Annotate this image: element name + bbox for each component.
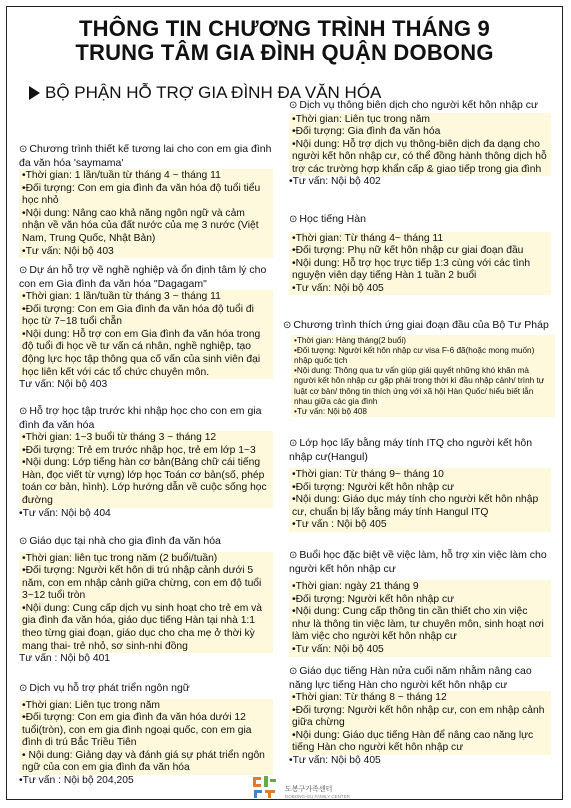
circle-bullet-icon: ⊙ (283, 320, 292, 331)
program-ministry-justice-adaptation: ⊙ Chương trình thích ứng giai đoạn đầu của Bộ Tư Pháp •Thời gian: Hàng tháng(2 buổi) •Đối tượng: Người kết hôn nhập cư visa F-6 đã(hoặc mong muốn) nhập quốc tịch •Nội dung: Thông qua tư vấn giúp giải quyết những khó khăn mà người kết hôn nhập cư gặp phải trong thời kì đầu nhập cảnh/ trình tự luật cơ bản/ thông tin thích ứng với xã hội Hàn Quốc/ hiểu biết lẫn nhau giữa các gia đình •Tư vấn: Nội bộ 408 (283, 319, 555, 417)
program-details-box: •Thời gian: Từ tháng 9~ tháng 10 •Đối tượng: Người kết hôn nhập cư •Nội dung: Giáo dục máy tính cho người kết hôn nhập cư, chuẩn bị lấy bằng máy tính Hangul ITQ •Tư vấn : Nội bộ 405 (289, 468, 551, 532)
circle-bullet-icon: ⊙ (289, 214, 298, 225)
consult-info: •Tư vấn: Nội bộ 405 (289, 754, 381, 766)
circle-bullet-icon: ⊙ (19, 683, 28, 694)
program-home-education: ⊙ Giáo dục tại nhà cho gia đình đa văn hóa •Thời gian: liên tục trong năm (2 buổi/tuần) •Đối tượng: Người kết hôn di trú nhập cảnh dưới 5 năm, con em nhập cảnh giữa chừng, con em độ tuổi 3~12 tuổi tròn •Nội dung: Cung cấp dịch vụ sinh hoạt cho trẻ em và gia đình đa văn hóa, giáo dục tiếng Hàn tại nhà 1:1 theo từng giai đoạn, giáo dục cho cha mẹ ở thời kỳ mang thai- trẻ nhỏ, sơ sinh-nhi đồng Tư vấn : Nội bộ 401 (19, 535, 273, 666)
program-interpretation: ⊙ Dịch vụ thông biên dịch cho người kết hôn nhập cư •Thời gian: Liên tục trong năm •Đối tượng: Gia đình đa văn hóa •Nội dung: Hỗ trợ dịch vụ thông-biên dịch đa dạng cho người kết hôn nhập cư, có thể đồng hành thông dịch hỗ trợ các trường hợp khẩn cấp & giao tiếp trong gia đình •Tư vấn: Nội bộ 402 (289, 99, 551, 189)
circle-bullet-icon: ⊙ (289, 550, 298, 561)
program-details-box: •Thời gian: Hàng tháng(2 buổi) •Đối tượng: Người kết hôn nhập cư visa F-6 đã(hoặc mong muốn) nhập quốc tịch •Nội dung: Thông qua tư vấn giúp giải quyết những khó khăn mà người kết hôn nhập cư gặp phải trong thời kì đầu nhập cảnh/ trình tự luật cơ bản/ thông tin thích ứng với xã hội Hàn Quốc/ hiểu biết lẫn nhau giữa các gia đình •Tư vấn: Nội bộ 408 (291, 335, 555, 418)
circle-bullet-icon: ⊙ (289, 438, 298, 449)
program-details-box: •Thời gian: Liên tục trong năm •Đối tượng: Con em gia đình đa văn hóa dưới 12 tuổi(tròn), con em gia đình ngoại quốc, con em gia đình di trú Bắc Triều Tiên • Nội dung: Giảng dạy và đánh giá sự phát triển ngôn ngữ của con em gia đình đa văn hóa (19, 699, 273, 776)
program-dagagam: ⊙ Dự án hỗ trợ về nghề nghiệp và ổn định tâm lý cho con em Gia đình đa văn hóa "Dagagam" •Thời gian: 1 lần/tuần từ tháng 3 ~ tháng 11 •Đối tượng: Con em Gia đình đa văn hóa độ tuổi đi học từ 7~18 tuổi chẵn •Nội dung: Hỗ trợ con em Gia đình đa văn hóa trong độ tuổi đi học về tư vấn cá nhân, nghề nghiệp, tạo động lực học tập thông qua cố vấn của sinh viên đại học liên kết với các tổ chức chuyên môn. Tư vấn: Nội bộ 403 (19, 264, 273, 392)
circle-bullet-icon: ⊙ (19, 536, 28, 547)
program-employment-support: ⊙ Buổi học đặc biệt về việc làm, hỗ trợ xin việc làm cho người kết hôn nhập cư •Thời gian: ngày 21 tháng 9 •Đối tượng: Người kết hôn nhập cư •Nội dung: Cung cấp thông tin cần thiết cho xin việc như là thông tin việc làm, tư chuyên môn, sinh hoạt nơi làm việc cho người kết hôn nhập cư •Tư vấn: Nội bộ 405 (289, 549, 551, 657)
circle-bullet-icon: ⊙ (19, 406, 28, 417)
circle-bullet-icon: ⊙ (289, 666, 298, 677)
consult-info: •Tư vấn : Nội bộ 204,205 (19, 775, 134, 787)
program-details-box: •Thời gian: Từ tháng 4~ tháng 11 •Đối tượng: Phụ nữ kết hôn nhập cư giai đoạn đầu •Nội dung: Hỗ trợ học trực tiếp 1:3 cùng với các tình nguyện viên dạy tiếng Hàn 1 tuần 2 buổi •Tư vấn: Nội bộ 405 (289, 232, 551, 296)
program-details-box: •Thời gian: liên tục trong năm (2 buổi/tuần) •Đối tượng: Người kết hôn di trú nhập cảnh dưới 5 năm, con em nhập cảnh giữa chừng, con em độ tuổi 3~12 tuổi tròn •Nội dung: Cung cấp dịch vụ sinh hoạt cho trẻ em và gia đình đa văn hóa, giáo dục tiếng Hàn tại nhà 1:1 theo từng giai đoạn, giáo dục cho cha mẹ ở thời kỳ mang thai- trẻ nhỏ, sơ sinh-nhi đồng (19, 552, 273, 654)
program-korean-class: ⊙ Học tiếng Hàn •Thời gian: Từ tháng 4~ tháng 11 •Đối tượng: Phụ nữ kết hôn nhập cư giai đoạn đầu •Nội dung: Hỗ trợ học trực tiếp 1:3 cùng với các tình nguyện viên dạy tiếng Hàn 1 tuần 2 buổi •Tư vấn: Nội bộ 405 (289, 213, 551, 295)
logo-subtext: DOBONG-GU FAMILY CENTER (285, 794, 350, 799)
consult-info: Tư vấn : Nội bộ 401 (19, 653, 111, 665)
consult-info: Tư vấn: Nội bộ 403 (19, 379, 108, 391)
program-details-box: •Thời gian: 1~3 buổi từ tháng 3 ~ tháng 12 •Đối tượng: Trẻ em trước nhập học, trẻ em lớp 1~3 •Nội dung: Lớp tiếng hàn cơ bản(Bảng chữ cái tiếng Hàn, đọc viết từ vựng) lớp học Toán cơ bản(số, phép toán cơ bản, hình). Lớp hướng dẫn về cuộc sống học đường (19, 431, 273, 508)
program-details-box: •Thời gian: Từ tháng 8 ~ tháng 12 •Đối tượng: Người kết hôn nhập cư, con em nhập cảnh giữa chừng •Nội dung: Giáo dục tiếng Hàn để nâng cao năng lực tiếng Hàn cho người kết hôn nhập cư (289, 691, 551, 755)
program-pre-school-support: ⊙ Hỗ trợ học tập trước khi nhập học cho con em gia đình đa văn hóa •Thời gian: 1~3 buổi từ tháng 3 ~ tháng 12 •Đối tượng: Trẻ em trước nhập học, trẻ em lớp 1~3 •Nội dung: Lớp tiếng hàn cơ bản(Bảng chữ cái tiếng Hàn, đọc viết từ vựng) lớp học Toán cơ bản(số, phép toán cơ bản, hình). Lớp hướng dẫn về cuộc sống học đường •Tư vấn: Nội bộ 404 (19, 405, 273, 520)
triangle-bullet-icon (29, 86, 40, 100)
program-itq-computer: ⊙ Lớp học lấy bằng máy tính ITQ cho người kết hôn nhập cư(Hangul) •Thời gian: Từ tháng 9~ tháng 10 •Đối tượng: Người kết hôn nhập cư •Nội dung: Giáo dục máy tính cho người kết hôn nhập cư, chuẩn bị lấy bằng máy tính Hangul ITQ •Tư vấn : Nội bộ 405 (289, 437, 551, 532)
page-title: THÔNG TIN CHƯƠNG TRÌNH THÁNG 9 TRUNG TÂM GIA ĐÌNH QUẬN DOBONG (75, 16, 494, 65)
circle-bullet-icon: ⊙ (19, 144, 28, 155)
consult-info: •Tư vấn: Nội bộ 402 (289, 176, 381, 188)
department-heading: BỘ PHẬN HỖ TRỢ GIA ĐÌNH ĐA VĂN HÓA (29, 83, 381, 103)
program-saymama: ⊙ Chương trình thiết kế tương lai cho con em gia đình đa văn hóa 'saymama' •Thời gian: 1 lần/tuần từ tháng 4 ~ tháng 11 •Đối tượng: Con em gia đình đa văn hóa độ tuổi tiểu học nhỏ •Nội dung: Nâng cao khả năng ngôn ngữ và cảm nhận về văn hóa của đất nước của mẹ 3 nước (Việt Nam, Trung Quốc, Nhật Bản) •Tư vấn: Nội bộ 403 (19, 143, 272, 257)
program-details-box: •Thời gian: 1 lần/tuần từ tháng 3 ~ tháng 11 •Đối tượng: Con em Gia đình đa văn hóa độ tuổi đi học từ 7~18 tuổi chẵn •Nội dung: Hỗ trợ con em Gia đình đa văn hóa trong độ tuổi đi học về tư vấn cá nhân, nghề nghiệp, tạo động lực học tập thông qua cố vấn của sinh viên đại học liên kết với các tổ chức chuyên môn. (19, 290, 273, 379)
circle-bullet-icon: ⊙ (289, 100, 298, 111)
program-details-box: •Thời gian: Liên tục trong năm •Đối tượng: Gia đình đa văn hóa •Nội dung: Hỗ trợ dịch vụ thông-biên dịch đa dạng cho người kết hôn nhập cư, có thể đồng hành thông dịch hỗ trợ các trường hợp khẩn cấp & giao tiếp trong gia đình (289, 113, 551, 177)
program-korean-second-half: ⊙ Giáo dục tiếng Hàn nửa cuối năm nhằm nâng cao năng lực tiếng Hàn cho người kết hôn nhập cư •Thời gian: Từ tháng 8 ~ tháng 12 •Đối tượng: Người kết hôn nhập cư, con em nhập cảnh giữa chừng •Nội dung: Giáo dục tiếng Hàn để nâng cao năng lực tiếng Hàn cho người kết hôn nhập cư •Tư vấn: Nội bộ 405 (289, 665, 551, 768)
poster-page (6, 6, 563, 800)
consult-info: •Tư vấn: Nội bộ 404 (19, 507, 111, 519)
program-details-box: •Thời gian: ngày 21 tháng 9 •Đối tượng: Người kết hôn nhập cư •Nội dung: Cung cấp thông tin cần thiết cho xin việc như là thông tin việc làm, tư chuyên môn, sinh hoạt nơi làm việc cho người kết hôn nhập cư •Tư vấn: Nội bộ 405 (289, 580, 551, 657)
program-details-box: •Thời gian: 1 lần/tuần từ tháng 4 ~ tháng 11 •Đối tượng: Con em gia đình đa văn hóa độ tuổi tiểu học nhỏ •Nội dung: Nâng cao khả năng ngôn ngữ và cảm nhận về văn hóa của đất nước của mẹ 3 nước (Việt Nam, Trung Quốc, Nhật Bản) •Tư vấn: Nội bộ 403 (19, 169, 273, 258)
circle-bullet-icon: ⊙ (19, 265, 28, 276)
program-language-development: ⊙ Dịch vụ hỗ trợ phát triển ngôn ngữ •Thời gian: Liên tục trong năm •Đối tượng: Con em gia đình đa văn hóa dưới 12 tuổi(tròn), con em gia đình ngoại quốc, con em gia đình di trú Bắc Triều Tiên • Nội dung: Giảng dạy và đánh giá sự phát triển ngôn ngữ của con em gia đình đa văn hóa •Tư vấn : Nội bộ 204,205 (19, 682, 273, 788)
family-center-logo-icon (249, 773, 281, 801)
logo-text: 도봉구가족센터 (285, 786, 333, 793)
